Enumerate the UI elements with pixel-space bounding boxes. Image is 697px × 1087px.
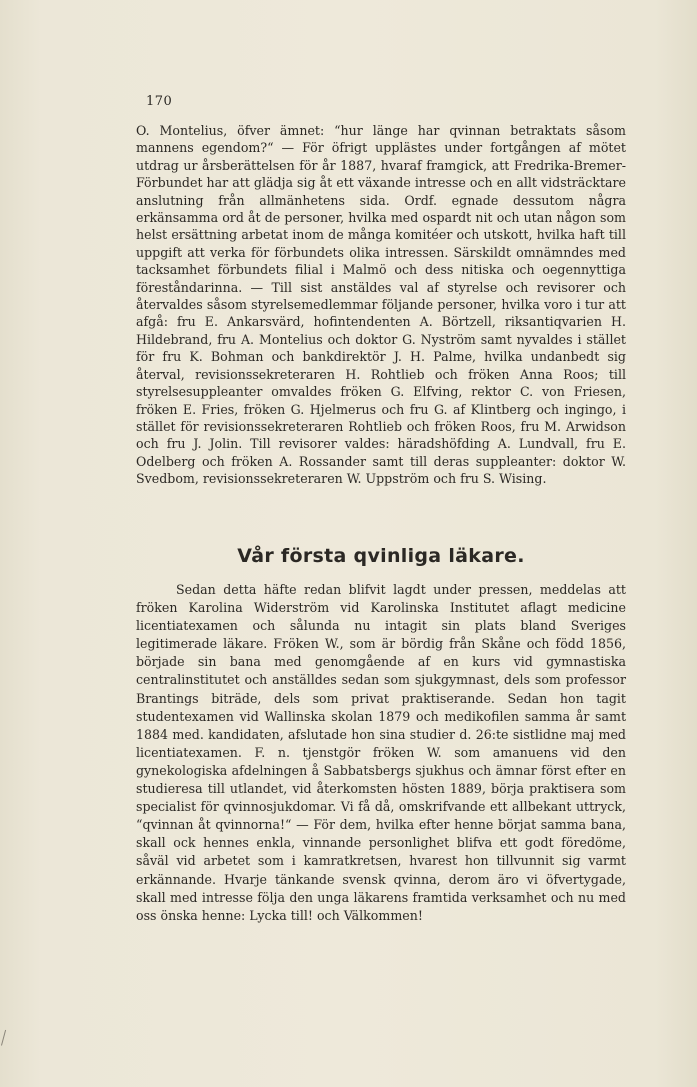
article-body-paragraph: Sedan detta häfte redan blifvit lagdt under pressen, meddelas att fröken Karolina Widerström vid Karolinska Institutet aflagt medicine licentiatexamen och sålunda nu intagit sin plats bland Sveriges legitimerade läkare. Fröken W., som är bördig från Skåne och född 1856, började sin bana med genomgående af en kurs vid gymnastiska centralinstitutet och anställdes sedan som sjukgymnast, dels som professor Brantings biträde, dels som privat praktiserande. Sedan hon tagit studentexamen vid Wallinska skolan 1879 och medikofilen samma år samt 1884 med. kandidaten, afslutade hon sina studier d. 26:te sistlidne maj med licentiatexamen. F. n. tjenstgör fröken W. som amanuens vid den gynekologiska afdelningen å Sabbatsbergs sjukhus och ämnar först efter en studieresa till utlandet, vid återkomsten hösten 1889, börja praktisera som specialist för qvinnosjukdomar. Vi få då, omskrifvande ett allbekant uttryck, “qvinnan åt qvinnorna!“ — För dem, hvilka efter henne börjat samma bana, skall ock hennes enkla, vinnande personlighet blifva ett godt föredöme, såväl vid arbetet som i kamratkretsen, hvarest hon tillvunnit sig varmt erkännande. Hvarje tänkande svensk qvinna, derom äro vi öfvertygade, skall med intresse följa den unga läkarens framtida verksamhet och nu med oss önska henne: Lycka till! och Välkommen! — [136, 582, 626, 923]
article-heading: Vår första qvinliga läkare. — [237, 545, 525, 567]
page-number: 170 — [146, 94, 173, 109]
meeting-report-paragraph: O. Montelius, öfver ämnet: “hur länge har qvinnan betraktats såsom mannens egendom?“ — För öfrigt upplästes under fortgången af mötet utdrag ur årsberättelsen för år 1887, hvaraf framgick, att Fredrika-Bremer-Förbundet har att glädja sig åt ett växande intresse och en allt vidsträcktare anslutning från allmänhetens sida. Ordf. egnade dessutom några erkänsamma ord åt de personer, hvilka med ospardt nit och utan någon som helst ersättning arbetat inom de många komitéer och utskott, hvilka haft till uppgift att verka för förbundets olika intressen. Särskildt omnämndes med tacksamhet förbundets filial i Malmö och dess nitiska och oegennyttiga föreståndarinna. — Till sist anstäldes val af styrelse och revisorer och återvaldes såsom styrelsemedlemmar följande personer, hvilka voro i tur att afgå: fru E. Ankarsvärd, hofintendenten A. Börtzell, riksantiqvarien H. Hildebrand, fru A. Montelius och doktor G. Nyström samt nyvaldes i stället för fru K. Bohman och bankdirektör J. H. Palme, hvilka undanbedt sig återval, revisionssekreteraren H. Rohtlieb och fröken Anna Roos; till styrelsesuppleanter omvaldes fröken G. Elfving, rektor C. von Friesen, fröken E. Fries, fröken G. Hjelmerus och fru G. af Klintberg och ingingo, i stället för revisionssekreteraren Rohtlieb och fröken Roos, fru M. Arwidson och fru J. Jolin. Till revisorer valdes: häradshöfding A. Lundvall, fru E. Odelberg och fröken A. Rossander samt till deras suppleanter: doktor W. Svedbom, revisionssekreteraren W. Uppström och fru S. Wising. — [136, 123, 626, 487]
article-section — [136, 581, 626, 925]
meeting-report-section — [136, 122, 626, 488]
margin-mark — [1, 1030, 8, 1046]
